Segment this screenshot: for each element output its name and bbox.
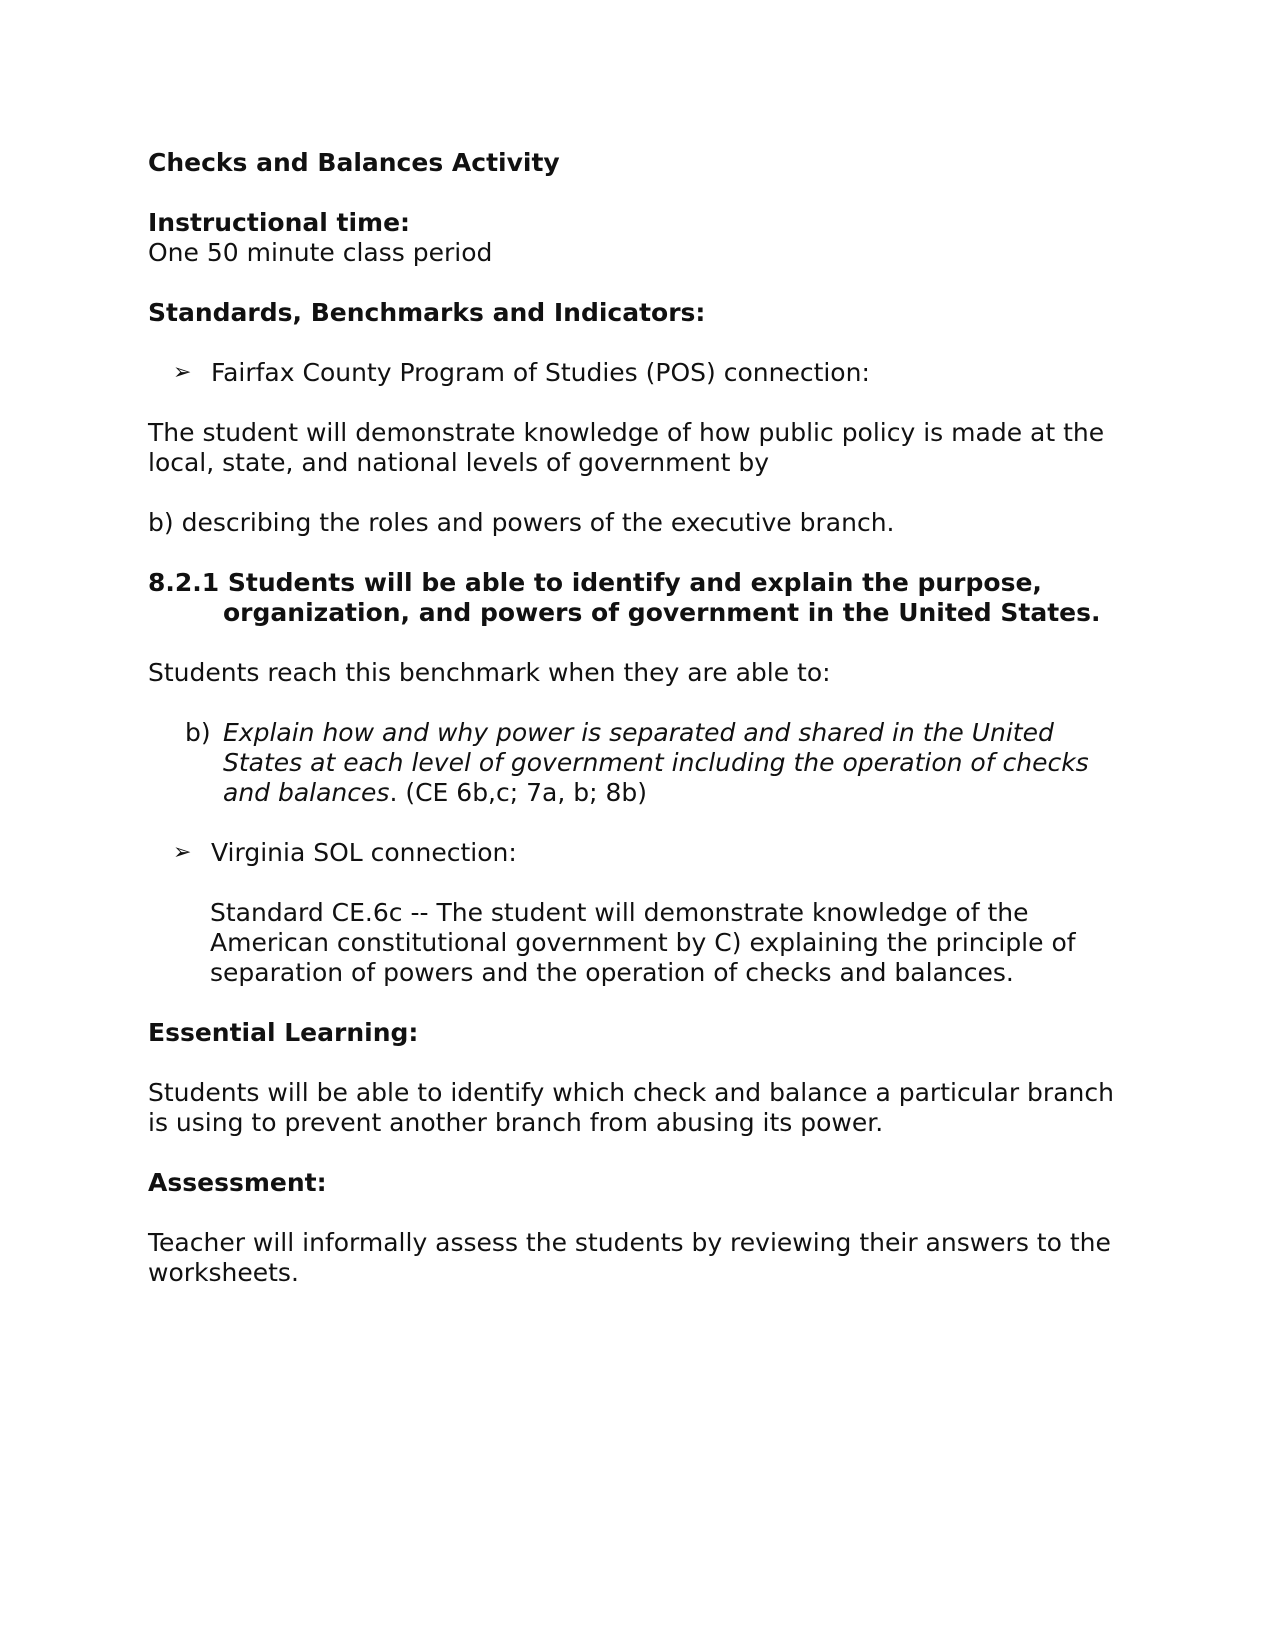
benchmark-heading: 8.2.1 Students will be able to identify and explain the purpose, organization, and powers of government in the United States. bbox=[148, 568, 1101, 627]
benchmark-item-italic: Explain how and why power is separated and shared in the United States at each level of government including the operation of checks and balances bbox=[223, 718, 1089, 807]
pos-bullet-item bbox=[173, 358, 1138, 388]
benchmark-item-text bbox=[223, 718, 1138, 808]
essential-learning-text: Students will be able to identify which check and balance a particular branch is using to prevent another branch from abusing its power. bbox=[148, 1078, 1114, 1137]
benchmark-item-letter: b) bbox=[185, 718, 211, 747]
pos-item: b) describing the roles and powers of the executive branch. bbox=[148, 508, 895, 537]
sol-text: Standard CE.6c -- The student will demonstrate knowledge of the American constitutional government by C) explaining the principle of separation of powers and the operation of checks and balances. bbox=[210, 898, 1076, 987]
benchmark-item bbox=[185, 718, 1138, 808]
assessment-heading: Assessment: bbox=[148, 1168, 327, 1197]
instructional-time-heading: Instructional time: bbox=[148, 208, 411, 237]
assessment-text: Teacher will informally assess the students by reviewing their answers to the worksheets. bbox=[148, 1228, 1111, 1287]
pos-text: The student will demonstrate knowledge of how public policy is made at the local, state, and national levels of government by bbox=[148, 418, 1105, 477]
standards-heading: Standards, Benchmarks and Indicators: bbox=[148, 298, 706, 327]
essential-learning-heading: Essential Learning: bbox=[148, 1018, 419, 1047]
sol-label: Virginia SOL connection: bbox=[211, 838, 517, 867]
document-page bbox=[148, 148, 1138, 1288]
arrow-bullet-icon: ➢ bbox=[173, 360, 192, 385]
arrow-bullet-icon: ➢ bbox=[173, 840, 192, 865]
benchmark-item-suffix: . (CE 6b,c; 7a, b; 8b) bbox=[389, 778, 648, 807]
pos-label: Fairfax County Program of Studies (POS) connection: bbox=[211, 358, 870, 387]
instructional-time-text: One 50 minute class period bbox=[148, 238, 493, 267]
benchmark-intro: Students reach this benchmark when they are able to: bbox=[148, 658, 831, 687]
sol-bullet-item bbox=[173, 838, 1138, 868]
document-title: Checks and Balances Activity bbox=[148, 148, 560, 177]
